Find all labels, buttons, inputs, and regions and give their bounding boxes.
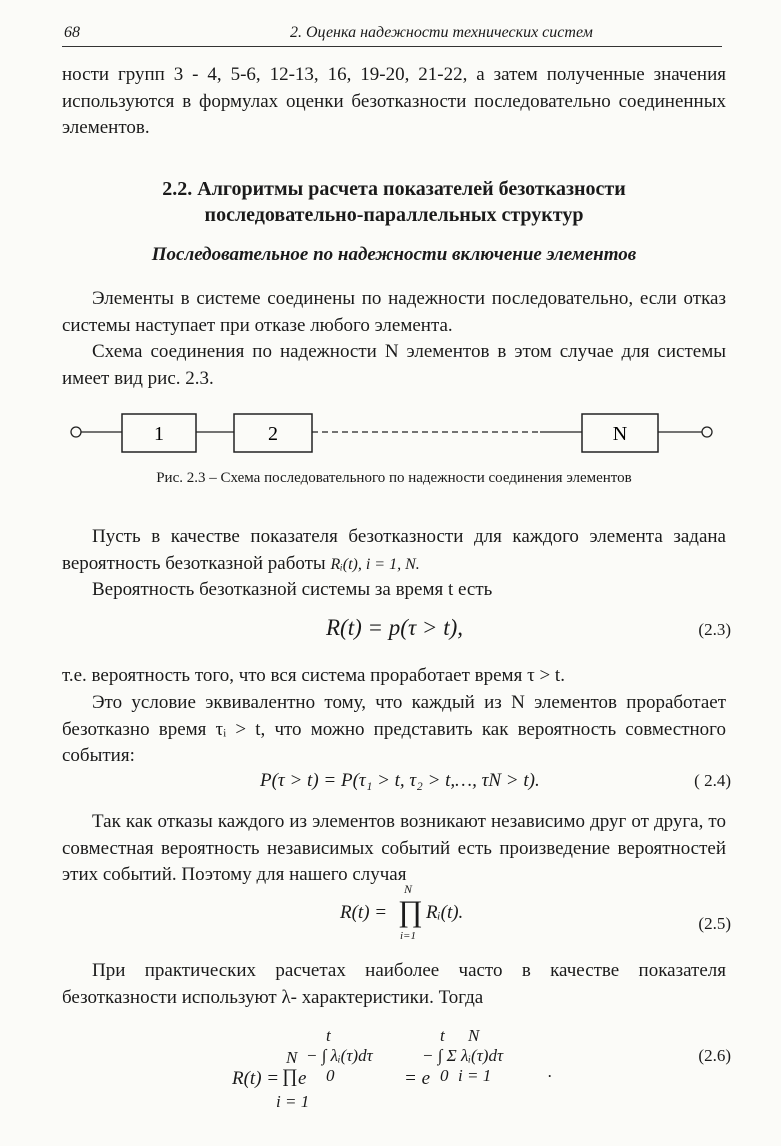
equation-2-6-number: (2.6) bbox=[698, 1046, 731, 1065]
equation-2-5-number: (2.5) bbox=[698, 914, 731, 933]
eq25-prod-upper: N bbox=[404, 882, 413, 896]
paragraph-8: При практических расчетах наиболее часто в качестве показателя безотказности используют λ- характеристики. Тогда bbox=[62, 960, 726, 1008]
subsection-title: Последовательное по надежности включение элементов bbox=[151, 244, 637, 265]
eq26-int-upper-1: t bbox=[326, 1026, 331, 1045]
paragraph-6: Это условие эквивалентно тому, что каждый из N элементов проработает безотказно время τᵢ > t, что можно представить как вероятность совместного события: bbox=[62, 692, 726, 766]
equation-2-6 bbox=[232, 1026, 572, 1126]
eq26-dot: . bbox=[548, 1062, 553, 1081]
eq26-prod-symbol: ∏ bbox=[282, 1066, 298, 1087]
equation-2-3-number: (2.3) bbox=[698, 620, 731, 639]
paragraph-3-text: Пусть в качестве показателя безотказности для каждого элемента задана вероятность безотказной работы bbox=[62, 526, 726, 574]
eq26-int-upper-2: t bbox=[440, 1026, 445, 1045]
series-connection-diagram bbox=[62, 408, 732, 458]
eq26-exp1: − ∫ λᵢ(τ)dτ bbox=[306, 1046, 373, 1065]
eq26-eqsign: = e bbox=[404, 1068, 431, 1089]
section-title-line2: последовательно-параллельных структур bbox=[204, 204, 584, 226]
intro-paragraph: ности групп 3 - 4, 5-6, 12-13, 16, 19-20, 21-22, а затем полученные значения используются в формулах оценки безотказности последовательно соединенных элементов. bbox=[62, 64, 726, 138]
eq26-base: e bbox=[298, 1068, 307, 1089]
equation-2-4: P(τ > t) = P(τ₁ > t, τ₂ > t,…, τN > t). bbox=[260, 770, 540, 791]
paragraph-7: Так как отказы каждого из элементов возникают независимо друг от друга, то совместная вероятность независимых событий есть произведение вероятностей этих событий. Поэтому для нашего случая bbox=[62, 811, 726, 885]
paragraph-5: т.е. вероятность того, что вся система проработает время τ > t. bbox=[62, 665, 565, 686]
eq26-prod-lower: i = 1 bbox=[276, 1092, 310, 1111]
eq26-sum-lower: i = 1 bbox=[458, 1066, 492, 1085]
paragraph-1: Элементы в системе соединены по надежности последовательно, если отказ системы наступает при отказе любого элемента. bbox=[62, 288, 726, 336]
section-title bbox=[62, 176, 726, 228]
eq26-lhs: R(t) = bbox=[232, 1068, 280, 1089]
eq25-rhs: Rᵢ(t). bbox=[426, 902, 464, 923]
eq25-prod-lower: i=1 bbox=[400, 930, 416, 942]
equation-2-4-number: ( 2.4) bbox=[694, 771, 731, 790]
element-box-n-label: N bbox=[612, 423, 628, 445]
eq26-sum-upper: N bbox=[468, 1026, 480, 1045]
figure-caption: Рис. 2.3 – Схема последовательного по надежности соединения элементов bbox=[156, 470, 632, 486]
running-title: 2. Оценка надежности технических систем bbox=[290, 24, 593, 41]
paragraph-3-math: Rᵢ(t), i = 1, N. bbox=[330, 555, 420, 573]
eq25-prod-symbol: ∏ bbox=[398, 895, 423, 928]
eq26-int-lower-1: 0 bbox=[326, 1066, 335, 1085]
eq26-exp2: − ∫ Σ λᵢ(τ)dτ bbox=[422, 1046, 504, 1065]
paragraph-4: Вероятность безотказной системы за время t есть bbox=[92, 579, 493, 600]
running-header bbox=[62, 22, 722, 47]
page-number: 68 bbox=[64, 24, 80, 41]
eq26-prod-upper: N bbox=[286, 1048, 298, 1067]
section-title-line1: 2.2. Алгоритмы расчета показателей безотказности bbox=[162, 178, 626, 200]
eq26-int-lower-2: 0 bbox=[440, 1066, 449, 1085]
element-box-1-label: 1 bbox=[154, 423, 164, 445]
element-box-2-label: 2 bbox=[268, 423, 278, 445]
paragraph-3 bbox=[62, 524, 726, 578]
eq25-lhs: R(t) = bbox=[340, 902, 388, 923]
paragraph-2: Схема соединения по надежности N элементов в этом случае для системы имеет вид рис. 2.3. bbox=[62, 341, 726, 389]
equation-2-3: R(t) = p(τ > t), bbox=[326, 615, 463, 640]
equation-2-5 bbox=[340, 882, 520, 942]
